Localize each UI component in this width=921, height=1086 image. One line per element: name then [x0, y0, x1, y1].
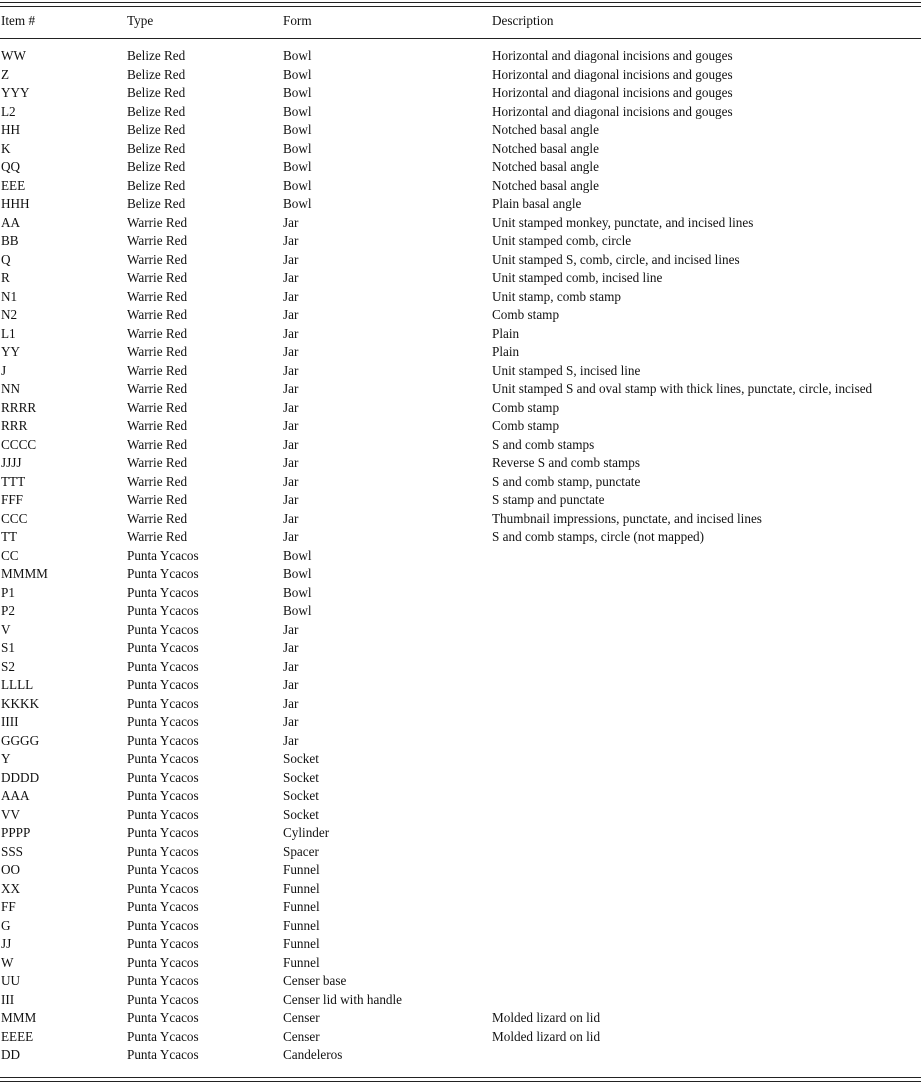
cell-type: Punta Ycacos — [127, 880, 199, 896]
table-row — [0, 47, 921, 66]
cell-item: V — [1, 621, 11, 637]
cell-description: Plain — [492, 325, 520, 341]
cell-type: Warrie Red — [127, 436, 188, 452]
table-row — [0, 713, 921, 732]
cell-item: DD — [1, 1047, 21, 1062]
cell-form: Jar — [283, 436, 299, 452]
cell-item: JJJJ — [1, 455, 22, 470]
cell-form: Bowl — [283, 603, 312, 618]
cell-form: Bowl — [283, 85, 312, 100]
cell-type: Punta Ycacos — [127, 825, 199, 840]
cell-form: Jar — [283, 418, 299, 433]
cell-form: Jar — [283, 677, 299, 692]
cell-description: Molded lizard on lid — [492, 1010, 601, 1025]
table-row — [0, 454, 921, 473]
cell-form: Bowl — [283, 66, 312, 82]
table-row — [0, 214, 921, 233]
cell-description: Notched basal angle — [492, 140, 599, 156]
cell-form: Censer — [283, 1010, 320, 1025]
cell-description: Notched basal angle — [492, 159, 599, 174]
table-row — [0, 806, 921, 825]
cell-description: S and comb stamp, punctate — [492, 473, 641, 489]
cell-type: Warrie Red — [127, 381, 188, 396]
cell-item: WW — [1, 48, 26, 63]
cell-item: FFF — [1, 492, 24, 507]
cell-form: Bowl — [283, 159, 312, 174]
cell-form: Funnel — [283, 936, 320, 951]
cell-form: Censer base — [283, 973, 347, 988]
cell-item: JJ — [1, 936, 12, 951]
header-description: Description — [492, 13, 554, 28]
cell-item: P1 — [1, 584, 15, 600]
cell-type: Punta Ycacos — [127, 714, 199, 729]
cell-type: Warrie Red — [127, 529, 188, 544]
cell-type: Warrie Red — [127, 362, 188, 378]
table-row — [0, 639, 921, 658]
header-item: Item # — [1, 13, 36, 28]
cell-form: Bowl — [283, 566, 312, 581]
table-row — [0, 343, 921, 362]
cell-item: MMMM — [1, 566, 48, 581]
cell-form: Bowl — [283, 196, 312, 211]
table-row — [0, 195, 921, 214]
cell-item: III — [1, 991, 15, 1007]
table-row — [0, 251, 921, 270]
cell-item: YYY — [1, 85, 30, 100]
cell-type: Warrie Red — [127, 251, 188, 267]
cell-type: Punta Ycacos — [127, 695, 199, 711]
cell-form: Funnel — [283, 880, 320, 896]
cell-form: Jar — [283, 492, 299, 507]
table-row — [0, 676, 921, 695]
cell-item: SSS — [1, 843, 24, 859]
table-row — [0, 732, 921, 751]
cell-item: L1 — [1, 325, 16, 341]
cell-item: L2 — [1, 103, 16, 119]
cell-form: Jar — [283, 251, 299, 267]
cell-description: S and comb stamps, circle (not mapped) — [492, 529, 705, 544]
cell-form: Jar — [283, 307, 299, 322]
cell-item: YY — [1, 344, 21, 359]
cell-type: Punta Ycacos — [127, 991, 199, 1007]
table-row — [0, 269, 921, 288]
cell-form: Bowl — [283, 177, 312, 193]
cell-form: Bowl — [283, 584, 312, 600]
cell-item: QQ — [1, 159, 21, 174]
table-row — [0, 362, 921, 381]
cell-type: Punta Ycacos — [127, 862, 199, 877]
cell-item: AA — [1, 214, 21, 230]
table-row — [0, 621, 921, 640]
cell-form: Jar — [283, 473, 299, 489]
cell-description: Notched basal angle — [492, 177, 599, 193]
cell-form: Jar — [283, 621, 299, 637]
cell-form: Funnel — [283, 899, 320, 914]
cell-type: Punta Ycacos — [127, 584, 199, 600]
cell-type: Belize Red — [127, 196, 186, 211]
cell-type: Punta Ycacos — [127, 566, 199, 581]
table-top-rule — [0, 2, 921, 3]
cell-description: Unit stamped comb, circle — [492, 233, 632, 248]
cell-type: Warrie Red — [127, 344, 188, 359]
cell-description: S and comb stamps — [492, 436, 595, 452]
cell-form: Censer lid with handle — [283, 991, 403, 1007]
cell-type: Punta Ycacos — [127, 677, 199, 692]
table-row — [0, 325, 921, 344]
cell-form: Jar — [283, 658, 299, 674]
cell-item: N2 — [1, 307, 18, 322]
table-row — [0, 84, 921, 103]
table-row — [0, 1028, 921, 1047]
cell-type: Warrie Red — [127, 214, 188, 230]
cell-item: G — [1, 917, 11, 933]
table-row — [0, 769, 921, 788]
cell-item: GGGG — [1, 732, 40, 748]
table-row — [0, 528, 921, 547]
cell-description: Horizontal and diagonal incisions and gouges — [492, 66, 733, 82]
table-row — [0, 121, 921, 140]
cell-item: NN — [1, 381, 21, 396]
table-row — [0, 861, 921, 880]
cell-type: Punta Ycacos — [127, 936, 199, 951]
cell-type: Belize Red — [127, 85, 186, 100]
cell-type: Warrie Red — [127, 325, 188, 341]
cell-type: Warrie Red — [127, 492, 188, 507]
cell-item: TTT — [1, 473, 26, 489]
cell-form: Socket — [283, 751, 319, 766]
cell-form: Jar — [283, 510, 299, 526]
table-row — [0, 103, 921, 122]
cell-description: Reverse S and comb stamps — [492, 455, 640, 470]
cell-type: Punta Ycacos — [127, 603, 199, 618]
cell-form: Jar — [283, 714, 299, 729]
cell-description: Unit stamped monkey, punctate, and incised lines — [492, 214, 754, 230]
cell-type: Punta Ycacos — [127, 1047, 199, 1062]
table-row — [0, 66, 921, 85]
cell-form: Jar — [283, 344, 299, 359]
cell-item: MMM — [1, 1010, 37, 1025]
cell-item: PPPP — [1, 825, 31, 840]
table-row — [0, 380, 921, 399]
cell-type: Warrie Red — [127, 233, 188, 248]
cell-form: Jar — [283, 362, 299, 378]
cell-item: R — [1, 270, 10, 285]
cell-type: Belize Red — [127, 177, 186, 193]
cell-item: XX — [1, 880, 21, 896]
table-row — [0, 565, 921, 584]
cell-description: Plain — [492, 344, 520, 359]
table-row — [0, 658, 921, 677]
table-row — [0, 898, 921, 917]
cell-form: Bowl — [283, 122, 312, 137]
cell-form: Jar — [283, 455, 299, 470]
header-form: Form — [283, 13, 312, 28]
table-row — [0, 140, 921, 159]
cell-form: Cylinder — [283, 825, 330, 840]
cell-item: Q — [1, 251, 11, 267]
cell-item: S1 — [1, 640, 15, 655]
cell-item: Y — [1, 751, 11, 766]
cell-type: Belize Red — [127, 66, 186, 82]
cell-type: Punta Ycacos — [127, 769, 199, 785]
cell-form: Jar — [283, 381, 299, 396]
cell-type: Belize Red — [127, 140, 186, 156]
cell-type: Punta Ycacos — [127, 732, 199, 748]
cell-form: Jar — [283, 325, 299, 341]
cell-type: Punta Ycacos — [127, 973, 199, 988]
cell-item: Z — [1, 66, 10, 82]
table-row — [0, 232, 921, 251]
cell-item: EEEE — [1, 1028, 34, 1044]
cell-form: Jar — [283, 233, 299, 248]
cell-item: CCC — [1, 510, 28, 526]
cell-description: Notched basal angle — [492, 122, 599, 137]
table-bottom-rule — [0, 1077, 921, 1078]
cell-type: Punta Ycacos — [127, 843, 199, 859]
cell-item: K — [1, 140, 11, 156]
table-header-rule — [0, 38, 921, 39]
cell-type: Punta Ycacos — [127, 547, 199, 563]
cell-type: Warrie Red — [127, 455, 188, 470]
cell-item: CCCC — [1, 436, 37, 452]
cell-item: HHH — [1, 196, 30, 211]
cell-form: Bowl — [283, 547, 312, 563]
cell-form: Censer — [283, 1028, 320, 1044]
cell-description: Horizontal and diagonal incisions and gouges — [492, 85, 733, 100]
table-row — [0, 417, 921, 436]
cell-description: Unit stamped S, comb, circle, and incised lines — [492, 251, 740, 267]
table-row — [0, 972, 921, 991]
cell-description: Plain basal angle — [492, 196, 582, 211]
cell-item: DDDD — [1, 769, 40, 785]
cell-item: EEE — [1, 177, 26, 193]
table-row — [0, 158, 921, 177]
cell-item: KKKK — [1, 695, 40, 711]
cell-form: Socket — [283, 788, 319, 803]
cell-form: Socket — [283, 806, 319, 822]
cell-form: Jar — [283, 732, 299, 748]
table-row — [0, 750, 921, 769]
cell-type: Punta Ycacos — [127, 658, 199, 674]
cell-description: Unit stamped S and oval stamp with thick lines, punctate, circle, incised — [492, 381, 873, 396]
table-header-row — [0, 12, 921, 31]
cell-item: HH — [1, 122, 21, 137]
cell-item: LLLL — [1, 677, 34, 692]
cell-form: Bowl — [283, 103, 312, 119]
cell-type: Punta Ycacos — [127, 1028, 199, 1044]
table-row — [0, 177, 921, 196]
cell-description: Unit stamped comb, incised line — [492, 270, 663, 285]
table-row — [0, 399, 921, 418]
table-bottom-rule-outer — [0, 1081, 921, 1082]
cell-item: FF — [1, 899, 16, 914]
cell-description: Molded lizard on lid — [492, 1028, 601, 1044]
cell-type: Punta Ycacos — [127, 899, 199, 914]
cell-item: RRRR — [1, 399, 37, 415]
cell-type: Warrie Red — [127, 473, 188, 489]
cell-item: OO — [1, 862, 21, 877]
cell-type: Warrie Red — [127, 418, 188, 433]
cell-type: Punta Ycacos — [127, 751, 199, 766]
cell-description: Comb stamp — [492, 307, 560, 322]
cell-item: AAA — [1, 788, 30, 803]
cell-item: CC — [1, 547, 19, 563]
table-row — [0, 473, 921, 492]
cell-type: Belize Red — [127, 103, 186, 119]
table-row — [0, 954, 921, 973]
cell-type: Punta Ycacos — [127, 788, 199, 803]
cell-description: Thumbnail impressions, punctate, and incised lines — [492, 510, 762, 526]
cell-form: Funnel — [283, 862, 320, 877]
cell-form: Jar — [283, 214, 299, 230]
cell-form: Bowl — [283, 140, 312, 156]
table-row — [0, 824, 921, 843]
table-row — [0, 1009, 921, 1028]
cell-type: Warrie Red — [127, 510, 188, 526]
cell-item: S2 — [1, 658, 15, 674]
table-row — [0, 547, 921, 566]
table-row — [0, 491, 921, 510]
cell-description: S stamp and punctate — [492, 492, 605, 507]
cell-item: IIII — [1, 714, 19, 729]
table-row — [0, 602, 921, 621]
table-row — [0, 584, 921, 603]
cell-item: W — [1, 954, 14, 970]
table-row — [0, 843, 921, 862]
table-body — [0, 47, 921, 1065]
cell-item: N1 — [1, 288, 18, 304]
cell-form: Spacer — [283, 843, 319, 859]
table-row — [0, 436, 921, 455]
table-row — [0, 306, 921, 325]
cell-item: UU — [1, 973, 21, 988]
cell-item: RRR — [1, 418, 28, 433]
cell-item: TT — [1, 529, 18, 544]
cell-form: Funnel — [283, 954, 320, 970]
table-row — [0, 935, 921, 954]
cell-description: Comb stamp — [492, 418, 560, 433]
cell-type: Warrie Red — [127, 399, 188, 415]
table-row — [0, 991, 921, 1010]
cell-form: Jar — [283, 270, 299, 285]
table-row — [0, 917, 921, 936]
cell-form: Bowl — [283, 48, 312, 63]
header-type: Type — [127, 13, 154, 28]
cell-type: Belize Red — [127, 122, 186, 137]
cell-type: Punta Ycacos — [127, 1010, 199, 1025]
cell-form: Funnel — [283, 917, 320, 933]
cell-type: Punta Ycacos — [127, 640, 199, 655]
cell-form: Jar — [283, 640, 299, 655]
cell-item: BB — [1, 233, 19, 248]
cell-type: Belize Red — [127, 48, 186, 63]
cell-description: Unit stamp, comb stamp — [492, 288, 621, 304]
table-row — [0, 787, 921, 806]
table-top-rule-inner — [0, 6, 921, 7]
table-row — [0, 880, 921, 899]
cell-type: Punta Ycacos — [127, 954, 199, 970]
cell-type: Warrie Red — [127, 307, 188, 322]
cell-type: Punta Ycacos — [127, 621, 199, 637]
table-row — [0, 1046, 921, 1065]
table-row — [0, 510, 921, 529]
cell-item: P2 — [1, 603, 15, 618]
cell-type: Belize Red — [127, 159, 186, 174]
table-row — [0, 695, 921, 714]
cell-type: Warrie Red — [127, 288, 188, 304]
cell-description: Comb stamp — [492, 399, 560, 415]
cell-type: Punta Ycacos — [127, 806, 199, 822]
cell-description: Horizontal and diagonal incisions and gouges — [492, 103, 733, 119]
cell-description: Horizontal and diagonal incisions and gouges — [492, 48, 733, 63]
cell-type: Punta Ycacos — [127, 917, 199, 933]
table-row — [0, 288, 921, 307]
cell-form: Jar — [283, 529, 299, 544]
cell-type: Warrie Red — [127, 270, 188, 285]
cell-item: VV — [1, 806, 21, 822]
cell-form: Socket — [283, 769, 319, 785]
cell-description: Unit stamped S, incised line — [492, 362, 641, 378]
cell-form: Jar — [283, 695, 299, 711]
cell-item: J — [1, 362, 7, 378]
cell-form: Candeleros — [283, 1047, 343, 1062]
cell-form: Jar — [283, 399, 299, 415]
cell-form: Jar — [283, 288, 299, 304]
